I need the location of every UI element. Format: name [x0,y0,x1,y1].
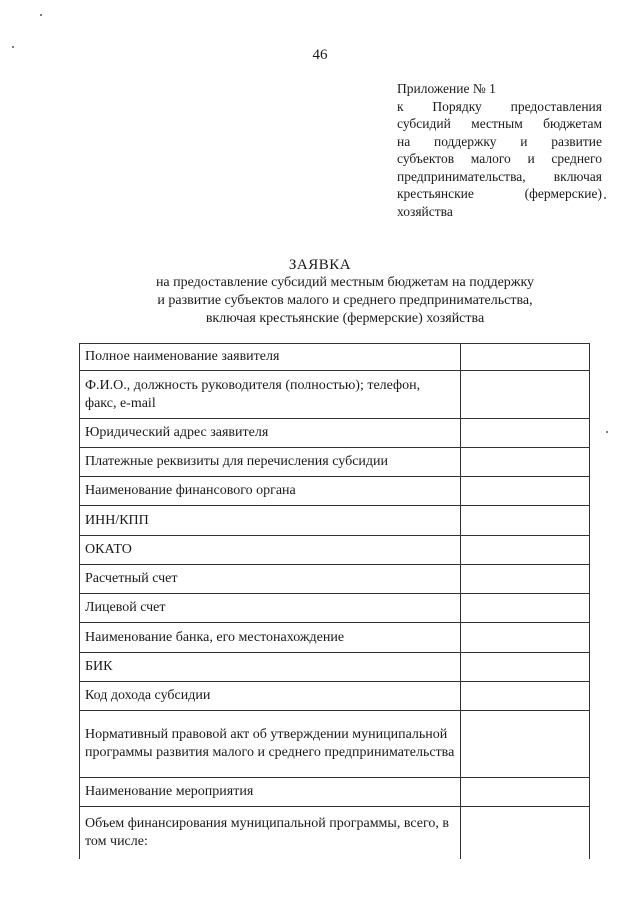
table-row [80,506,590,536]
table-row [80,594,590,623]
table-row [80,536,590,565]
row-value-cell [461,536,590,565]
row-label: Код дохода субсидии [80,682,461,711]
row-label: Лицевой счет [80,594,461,623]
row-label: Нормативный правовой акт об утверждении муниципальной программы развития малого и среднего предпринимательства [80,711,461,778]
row-value-cell [461,623,590,653]
row-value-cell [461,371,590,419]
row-value-cell [461,711,590,778]
scan-speck [12,46,14,48]
table-row [80,477,590,506]
row-label: Полное наименование заявителя [80,344,461,371]
table-row [80,344,590,371]
row-label: Наименование финансового органа [80,477,461,506]
row-value-cell [461,419,590,448]
document-subheading [0,274,640,328]
appendix-line: к Порядку предоставления [397,98,602,114]
row-label: Платежные реквизиты для перечисления субсидии [80,448,461,477]
appendix-line: крестьянские (фермерские) [397,186,602,201]
appendix-line: субъектов малого и среднего [397,151,602,166]
row-label: Объем финансирования муниципальной программы, всего, в том числе: [80,807,461,859]
table-row [80,623,590,653]
document-heading: ЗАЯВКА [288,257,352,273]
row-label: ОКАТО [80,536,461,565]
row-label: ИНН/КПП [80,506,461,536]
application-form-table [79,343,590,859]
row-value-cell [461,506,590,536]
appendix-line: предпринимательства, включая [397,168,602,184]
appendix-title: Приложение № 1 [397,81,496,96]
row-value-cell [461,344,590,371]
appendix-line: хозяйства [397,203,453,219]
appendix-line: на поддержку и развитие [397,133,602,149]
row-value-cell [461,477,590,506]
table-row [80,371,590,419]
scan-speck [40,14,42,16]
table-row [80,778,590,807]
appendix-block [397,80,602,220]
scan-speck [606,431,608,433]
row-value-cell [461,565,590,594]
row-value-cell [461,594,590,623]
row-value-cell [461,807,590,859]
row-label: Юридический адрес заявителя [80,419,461,448]
table-row [80,682,590,711]
row-value-cell [461,778,590,807]
table-row [80,711,590,778]
table-row [80,807,590,859]
row-label: БИК [80,653,461,682]
row-label: Расчетный счет [80,565,461,594]
page-number: 46 [312,47,328,63]
subheading-line: на предоставление субсидий местным бюджетам на поддержку [155,275,535,290]
row-label: Наименование банка, его местонахождение [80,623,461,653]
table-row [80,448,590,477]
table-row [80,653,590,682]
subheading-line: и развитие субъектов малого и среднего предпринимательства, [157,293,533,308]
subheading-line: включая крестьянские (фермерские) хозяйства [205,311,485,326]
row-label: Наименование мероприятия [80,778,461,807]
table-row [80,419,590,448]
table-row [80,565,590,594]
appendix-line: субсидий местным бюджетам [397,116,602,131]
row-value-cell [461,448,590,477]
row-label: Ф.И.О., должность руководителя (полностью); телефон, факс, e-mail [80,371,461,419]
scan-speck [604,197,606,199]
row-value-cell [461,682,590,711]
row-value-cell [461,653,590,682]
